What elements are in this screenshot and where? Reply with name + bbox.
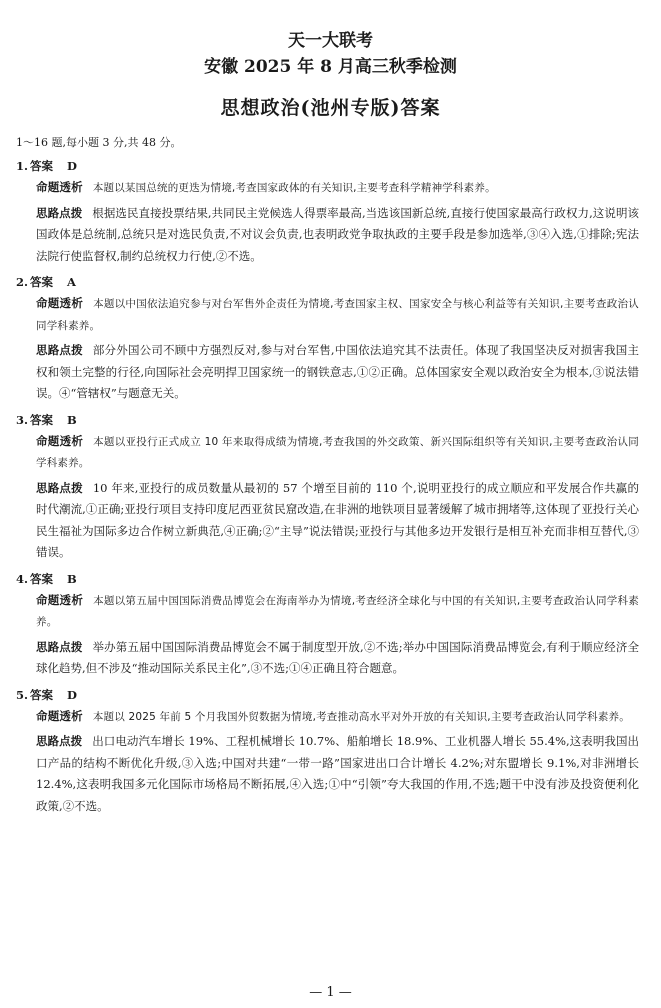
question-answer-line bbox=[16, 687, 651, 703]
question-answer-line bbox=[16, 412, 651, 428]
page-number: — 1 — bbox=[309, 985, 352, 1000]
guide-paragraph bbox=[10, 478, 651, 564]
question-item bbox=[10, 274, 651, 405]
analysis-text: 本题以某国总统的更迭为情境,考查国家政体的有关知识,主要考查科学精神学科素养。 bbox=[92, 182, 496, 194]
guide-label: 思路点拨 bbox=[36, 480, 83, 495]
analysis-label: 命题透析 bbox=[36, 180, 83, 194]
analysis-paragraph bbox=[10, 177, 651, 200]
analysis-paragraph bbox=[10, 431, 651, 475]
question-number: 1. bbox=[16, 159, 29, 173]
analysis-text: 本题以 2025 年前 5 个月我国外贸数据为情境,考查推动高水平对外开放的有关知识,主要考查政治认同学科素养。 bbox=[92, 710, 630, 723]
answer-label: 答案 bbox=[30, 571, 54, 586]
section-instructions: 1～16 题,每小题 3 分,共 48 分。 bbox=[16, 136, 182, 149]
guide-paragraph bbox=[10, 637, 651, 680]
analysis-text: 本题以中国依法追究参与对台军售外企责任为情境,考查国家主权、国家安全与核心利益等有关知识,主要考查政治认同学科素养。 bbox=[36, 298, 639, 332]
question-number: 5. bbox=[16, 687, 29, 702]
analysis-label: 命题透析 bbox=[36, 592, 84, 607]
exam-session-title: 安徽 2025 年 8 月高三秋季检测 bbox=[204, 57, 457, 77]
question-item bbox=[10, 571, 651, 680]
analysis-paragraph bbox=[10, 293, 651, 337]
guide-paragraph bbox=[10, 340, 651, 405]
answer-label: 答案 bbox=[30, 275, 54, 289]
answer-label: 答案 bbox=[30, 159, 54, 173]
subject-answer-title: 思想政治(池州专版)答案 bbox=[220, 97, 441, 119]
analysis-text: 本题以亚投行正式成立 10 年来取得成绩为情境,考查我国的外交政策、新兴国际组织等有关知识,主要考查政治认同学科素养。 bbox=[36, 435, 639, 469]
analysis-label: 命题透析 bbox=[36, 433, 84, 448]
question-answer-line bbox=[16, 571, 651, 587]
guide-paragraph bbox=[10, 203, 651, 268]
analysis-text: 本题以第五届中国国际消费品博览会在海南举办为情境,考查经济全球化与中国的有关知识,主要考查政治认同学科素养。 bbox=[36, 594, 639, 628]
guide-label: 思路点拨 bbox=[36, 205, 83, 220]
document-header bbox=[10, 30, 651, 121]
guide-text: 10 年来,亚投行的成员数量从最初的 57 个增至目前的 110 个,说明亚投行的成立顺应和平发展合作共赢的时代潮流,①正确;亚投行项目支持印度尼西亚贫民窟改造,在非洲的地铁项目显著缓解了城市拥堵等,这体现了亚投行关心民生福祉为国际多边合作树立新典范,④正确;②“主导”说法错误;亚投行与其他多边开发银行是相互补充而非相互替代,③错误。 bbox=[36, 480, 640, 559]
analysis-paragraph bbox=[10, 590, 651, 634]
guide-text: 部分外国公司不顾中方强烈反对,参与对台军售,中国依法追究其不法责任。体现了我国坚决反对损害我国主权和领土完整的行径,向国际社会亮明捍卫国家统一的钢铁意志,①②正确。总体国家安全观以政治安全为根本,③说法错误。④“管辖权”与题意无关。 bbox=[36, 343, 639, 400]
guide-text: 举办第五届中国国际消费品博览会不属于制度型开放,②不选;举办中国国际消费品博览会,有利于顺应经济全球化趋势,但不涉及“推动国际关系民主化”,③不选;①④正确且符合题意。 bbox=[36, 639, 639, 675]
guide-label: 思路点拨 bbox=[36, 639, 83, 654]
analysis-label: 命题透析 bbox=[36, 708, 83, 723]
question-item bbox=[10, 412, 651, 564]
answer-choice: D bbox=[67, 687, 77, 702]
question-list bbox=[10, 158, 651, 817]
analysis-label: 命题透析 bbox=[36, 296, 84, 310]
answer-label: 答案 bbox=[30, 412, 54, 427]
answer-choice: A bbox=[67, 275, 76, 289]
question-number: 3. bbox=[16, 412, 29, 427]
guide-paragraph bbox=[10, 731, 651, 817]
answer-sheet-page bbox=[0, 30, 661, 1008]
answer-choice: D bbox=[67, 159, 77, 173]
question-number: 2. bbox=[16, 275, 29, 289]
analysis-paragraph bbox=[10, 706, 651, 729]
question-answer-line bbox=[16, 158, 651, 174]
question-item bbox=[10, 158, 651, 267]
question-item bbox=[10, 687, 651, 818]
answer-choice: B bbox=[67, 412, 77, 427]
answer-label: 答案 bbox=[30, 687, 54, 702]
answer-choice: B bbox=[67, 571, 77, 586]
guide-text: 根据选民直接投票结果,共同民主党候选人得票率最高,当选该国新总统,直接行使国家最高行政权力,这说明该国政体是总统制,总统只是对选民负责,不对议会负责,也表明政党争取执政的主要手段是参加选举,③④入选,①排除;宪法法院行使监督权,制约总统权力行使,②不选。 bbox=[36, 205, 640, 263]
exam-organizer-title: 天一大联考 bbox=[288, 31, 373, 51]
guide-text: 出口电动汽车增长 19%、工程机械增长 10.7%、船舶增长 18.9%、工业机器人增长 55.4%,这表明我国出口产品的结构不断优化升级,③入选;中国对共建“一带一路”国家进出口合计增长 4.2%;对东盟增长 9.1%,对非洲增长 12.4%,这表明我国多元化国际市场格局不断拓展,④入选;①中“引领”夸大我国的作用,不选;题干中没有涉及投资便利化政策,②不选。 bbox=[36, 734, 640, 813]
guide-label: 思路点拨 bbox=[36, 343, 83, 357]
guide-label: 思路点拨 bbox=[36, 734, 83, 748]
question-number: 4. bbox=[16, 571, 29, 586]
question-answer-line bbox=[16, 274, 651, 290]
